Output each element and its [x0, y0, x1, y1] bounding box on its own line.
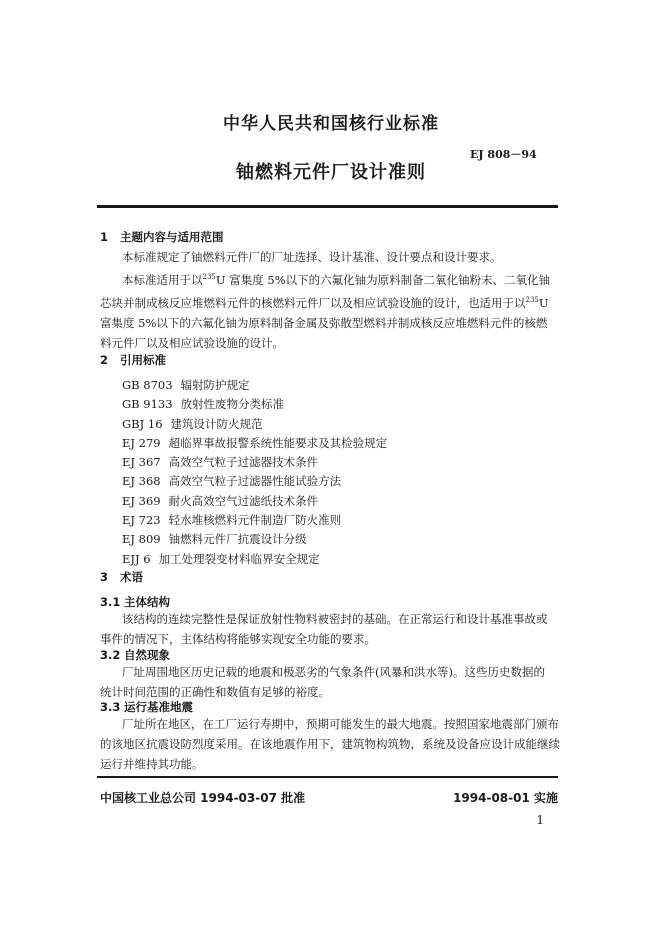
section-title: 术语 [120, 570, 143, 584]
header-rule [97, 205, 558, 208]
reference-item: EJ 279 超临界事故报警系统性能要求及其检验规定 [122, 435, 388, 450]
reference-item: EJ 723 轻水堆核燃料元件制造厂防火准则 [122, 513, 342, 528]
subsection-3-1-body [100, 609, 558, 649]
section-title: 主题内容与适用范围 [120, 230, 224, 244]
subsection-3-2-heading: 3.2 自然现象 [100, 648, 170, 662]
subsection-3-3-heading: 3.3 运行基准地震 [100, 700, 193, 714]
paragraph-line: 厂址周围地区历史记载的地震和极恶劣的气象条件(风暴和洪水等)。这些历史数据的 [122, 665, 545, 679]
paragraph-line: 该结构的连续完整性是保证放射性物料被密封的基础。在正常运行和设计基准事故或 [122, 612, 548, 626]
section-number: 1 [100, 230, 109, 244]
paragraph-line: 厂址所在地区，在工厂运行寿期中，预期可能发生的最大地震。按照国家地震部门颁布 [122, 717, 559, 731]
paragraph-line: 运行并维持其功能。 [100, 757, 204, 771]
subsection-3-2-body [100, 662, 558, 702]
standard-code: EJ 808－94 [470, 148, 537, 161]
paragraph-line: 事件的情况下，主体结构将能够实现安全功能的要求。 [100, 632, 376, 646]
section-3-heading [100, 569, 143, 585]
approval-line: 中国核工业总公司 1994-03-07 批准 [100, 791, 306, 805]
section-number: 3 [100, 570, 109, 584]
reference-list [122, 376, 387, 569]
reference-item: EJ 809 铀燃料元件厂抗震设计分级 [122, 532, 307, 547]
section-number: 2 [100, 353, 109, 367]
reference-item: EJ 369 耐火高效空气过滤纸技术条件 [122, 493, 319, 508]
section-1-heading [100, 229, 224, 245]
paragraph-line: 富集度 5%以下的六氟化铀为原料制备金属及弥散型燃料并制成核反应堆燃料元件的核燃 [100, 316, 548, 330]
section-2-heading [100, 352, 166, 368]
reference-item: GBJ 16 建筑设计防火规范 [122, 416, 263, 431]
page-number: 1 [536, 813, 544, 827]
footer-rule [97, 776, 558, 778]
subsection-3-3-body [100, 714, 558, 774]
standard-title: 中华人民共和国核行业标准 [223, 114, 439, 134]
reference-item: EJJ 6 加工处理裂变材料临界安全规定 [122, 551, 320, 566]
reference-item: EJ 368 高效空气粒子过滤器性能试验方法 [122, 474, 342, 489]
section-title: 引用标准 [120, 353, 166, 367]
reference-item: GB 9133 放射性废物分类标准 [122, 397, 285, 412]
paragraph-line: 统计时间范围的正确性和数值有足够的裕度。 [100, 685, 330, 699]
paragraph-line: 芯块并制成核反应堆燃料元件的核燃料元件厂以及相应试验设施的设计，也适用于以$^{235}$U [100, 296, 549, 310]
reference-item: GB 8703 辐射防护规定 [122, 378, 250, 392]
subsection-3-1-heading: 3.1 主体结构 [100, 595, 170, 609]
effective-date: 1994-08-01 实施 [453, 791, 558, 805]
document-title: 铀燃料元件厂设计准则 [236, 162, 426, 183]
section-1-body [100, 247, 558, 353]
paragraph-line: 料元件厂以及相应试验设施的设计。 [100, 336, 284, 350]
paragraph-line: 本标准规定了铀燃料元件厂的厂址选择、设计基准、设计要点和设计要求。 [122, 250, 502, 264]
paragraph-line: 本标准适用于以$^{235}$U 富集度 5%以下的六氟化铀为原料制备二氧化铀粉末、二氧化铀 [122, 273, 551, 287]
paragraph-line: 的该地区抗震设防烈度采用。在该地震作用下，建筑物构筑物，系统及设备应设计成能继续 [100, 737, 560, 751]
reference-item: EJ 367 高效空气粒子过滤器技术条件 [122, 455, 319, 470]
